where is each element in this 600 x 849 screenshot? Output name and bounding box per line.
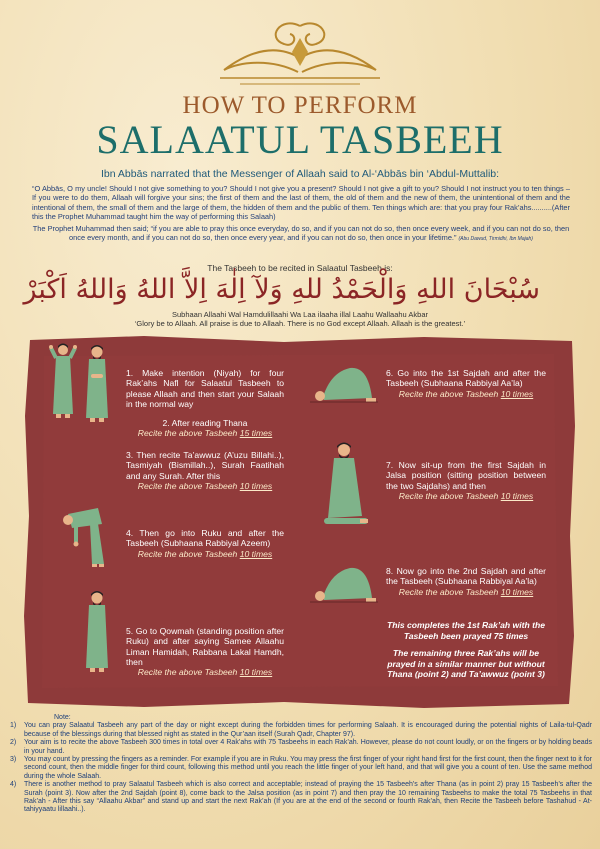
figure-sajdah-1-icon bbox=[310, 358, 378, 404]
note-text: There is another method to pray Salaatul Tasbeeh which is also correct and acceptable; instead of praying the 15 Tasbeeh’s after Thana (as in point 2) pray 15 Tasbeeh’s after the Surah (point 3). Now after the 2nd Sajdah (point 8), come back to the Jalsa position (as in point 7) and then pray the 10 remaining Tasbeehs to make the total 75 Tasbeehs in that Rak’ah - After this say “Allaahu Akbar” and stand up and start the next Rak’ah (If you are at the end of the second or fourth Rak’ah, then Recite the Tasbeeh before Tashahud - At-tahiyyaatu lillaahi..). bbox=[24, 781, 592, 814]
hadith-text: “O Abbās, O my uncle! Should I not give something to you? Should I not give you a present? Should I not give a gift to you? Should I not instruct you to ten things – If you were to do them, Allaah will forgive your sins; the first of them and the last of them, the old of them and the new of them, the unintentional of them and the intentional of them, the small of them and the large of them, the hidden of them and the public of them. Ten things which are: that you pray four Rak’ahs..........(After this the Prophet Muhammad taught him the way of performing this Salaah) bbox=[32, 184, 570, 221]
figure-jalsa-icon bbox=[322, 440, 370, 526]
notes-section bbox=[8, 714, 592, 815]
step-3 bbox=[126, 450, 284, 491]
figure-sajdah-2-icon bbox=[310, 558, 378, 604]
step-4-text: 4. Then go into Ruku and after the Tasbeeh (Subhaana Rabbiyal Azeem) bbox=[126, 528, 284, 549]
title-line-1: HOW TO PERFORM bbox=[182, 92, 418, 119]
step-8-recite bbox=[386, 587, 546, 597]
page-title: SALAATUL TASBEEH bbox=[96, 117, 504, 162]
step-8 bbox=[386, 566, 546, 597]
note-text: You may count by pressing the fingers as a reminder. For example if you are in Ruku. You may press the first finger of your right hand first for the first count, then the finger next to it for second count, then the middle finger for third count, following this method until you reach the little finger of your left hand, and that will give you a count of ten. Use the same method during the whole Salaah. bbox=[24, 756, 592, 780]
remaining-rakahs-note: The remaining three Rak’ahs will be prayed in a similar manner but without Thana (point 2) and Ta’awwuz (point 3) bbox=[387, 648, 545, 679]
step-4-count: 10 times bbox=[239, 548, 273, 559]
step-8-text: 8. Now go into the 2nd Sajdah and after the Tasbeeh (Subhaana Rabbiyal Aa’la) bbox=[386, 566, 546, 587]
figure-ruku-icon bbox=[62, 498, 118, 568]
tasbeeh-translation bbox=[0, 310, 600, 328]
hadith-text-2-body: The Prophet Muhammad then said; “if you are able to pray this once everyday, do so, and if you can not do so, then once every week, and if you can not do so, then once every month, and if you can not do so, then once every year, and if you can not do so, then once in your lifetime.” bbox=[32, 224, 570, 243]
figure-qowmah-icon bbox=[80, 590, 114, 676]
tasbeeh-label: The Tasbeeh to be recited in Salaatul Tasbeeh is: bbox=[207, 263, 393, 273]
step-5-text: 5. Go to Qowmah (standing position after Ruku) and after saying Samee Allaahu Liman Hamidah, Rabbana Lakal Hamdh, then bbox=[126, 626, 284, 667]
step-8-recite-label: Recite the above Tasbeeh bbox=[398, 586, 501, 597]
step-6-recite bbox=[386, 389, 546, 399]
step-5 bbox=[126, 626, 284, 677]
step-6-text: 6. Go into the 1st Sajdah and after the Tasbeeh (Subhaana Rabbiyal Aa’la) bbox=[386, 368, 546, 389]
note-number: 2) bbox=[10, 739, 17, 747]
step-7 bbox=[386, 460, 546, 501]
note-number: 3) bbox=[10, 756, 17, 764]
step-1: 1. Make intention (Niyah) for four Rak’ahs Nafl for Salaatul Tasbeeh to please Allaah and then start your Salaah in the normal way bbox=[126, 368, 284, 409]
transliteration: Subhaan Allaahi Wal Hamdulillaahi Wa Laa ilaaha illal Laahu Wallaahu Akbar bbox=[172, 310, 428, 319]
step-4 bbox=[126, 528, 284, 559]
intro-text: Ibn Abbās narrated that the Messenger of Allaah said to Al-‘Abbās bin ‘Abdul-Muttalib: bbox=[100, 168, 500, 180]
step-7-text: 7. Now sit-up from the first Sajdah in Jalsa position (sitting position between the two Sajdahs) and then bbox=[386, 460, 546, 491]
step-5-recite bbox=[126, 667, 284, 677]
figure-standing-icon bbox=[80, 344, 114, 426]
step-3-recite bbox=[126, 481, 284, 491]
note-item bbox=[8, 739, 592, 756]
step-3-recite-label: Recite the above Tasbeeh bbox=[137, 480, 240, 491]
translation: ‘Glory be to Allaah. All praise is due to Allaah. There is no God except Allaah. Allaah is the greatest.’ bbox=[134, 319, 466, 328]
step-4-recite bbox=[126, 549, 284, 559]
step-2-recite-label: Recite the above Tasbeeh bbox=[137, 428, 240, 439]
step-2-count: 15 times bbox=[239, 428, 273, 439]
ornament-icon bbox=[210, 18, 390, 90]
note-text: You can pray Salaatul Tasbeeh any part of the day or night except during the forbidden times for performing Salaah. It is encouraged during the potential nights of Laila-tul-Qadr because of the blessings during that blessed night as stated in the Qur’aan itself (Surah Qadr, Chapter 97). bbox=[24, 722, 592, 738]
note-item bbox=[8, 722, 592, 739]
step-2 bbox=[126, 418, 284, 439]
step-3-text: 3. Then recite Ta’awwuz (A’uzu Billahi..), Tasmiyah (Bismillah..), Surah Faatihah and any Surah. After this bbox=[126, 450, 284, 481]
step-5-recite-label: Recite the above Tasbeeh bbox=[137, 667, 240, 678]
step-6-count: 10 times bbox=[500, 388, 534, 399]
step-2-text: 2. After reading Thana bbox=[162, 418, 248, 428]
step-2-recite bbox=[126, 428, 284, 438]
step-6-recite-label: Recite the above Tasbeeh bbox=[398, 388, 501, 399]
step-7-count: 10 times bbox=[500, 490, 534, 501]
note-item bbox=[8, 781, 592, 815]
figure-hands-raised-icon bbox=[48, 342, 78, 422]
note-item bbox=[8, 756, 592, 781]
hadith-text-2 bbox=[32, 224, 570, 245]
step-3-count: 10 times bbox=[239, 480, 273, 491]
step-7-recite bbox=[386, 491, 546, 501]
step-8-count: 10 times bbox=[500, 586, 534, 597]
step-7-recite-label: Recite the above Tasbeeh bbox=[398, 490, 501, 501]
step-5-count: 10 times bbox=[239, 667, 273, 678]
arabic-tasbeeh: سُبْحَانَ اللهِ وَالْحَمْدُ للهِ وَلآ اِلٰهَ اِلاَّ اللهُ وَاللهُ اَكْبَرْ bbox=[23, 274, 540, 305]
step-4-recite-label: Recite the above Tasbeeh bbox=[137, 548, 240, 559]
note-number: 4) bbox=[10, 781, 17, 789]
notes-header: Note: bbox=[54, 714, 71, 721]
rakah-complete-note: This completes the 1st Rak’ah with the Tasbeeh been prayed 75 times bbox=[386, 620, 546, 641]
note-number: 1) bbox=[10, 722, 17, 730]
step-6 bbox=[386, 368, 546, 399]
hadith-reference: (Abu Dawud, Tirmidhi, Ibn Majah) bbox=[458, 236, 533, 243]
note-text: Your aim is to recite the above Tasbeeh 300 times in total over 4 Rak’ahs with 75 Tasbeehs in each Rak’ah. However, please do not count loudly, or on the fingers or by holding beads in your hand. bbox=[24, 739, 592, 755]
